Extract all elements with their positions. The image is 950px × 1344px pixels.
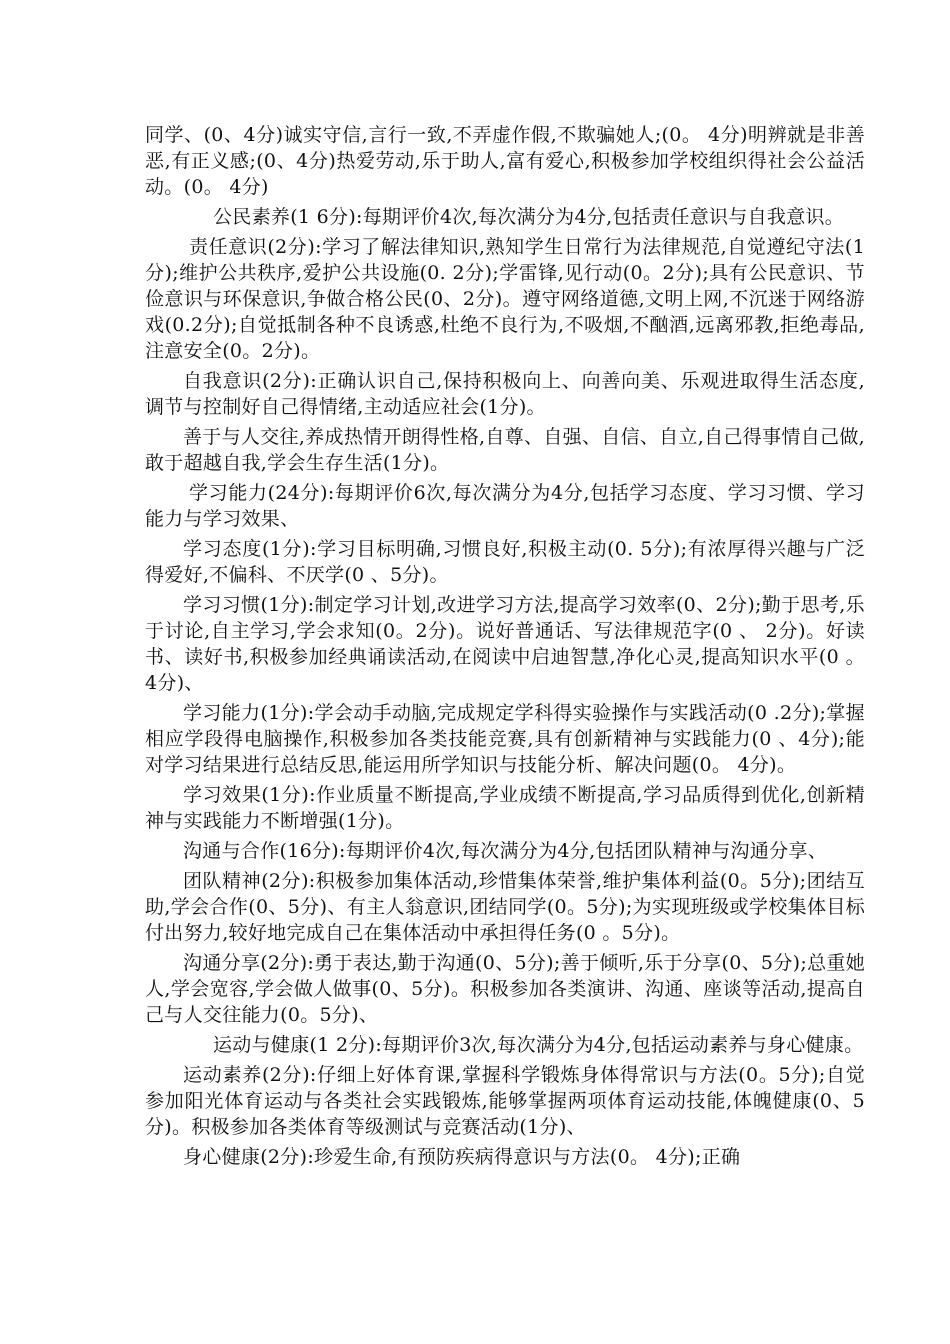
paragraph-integrity: 同学、(0、4分)诚实守信,言行一致,不弄虚作假,不欺骗她人;(0。 4分)明辨就是非善恶,有正义感;(0、4分)热爱劳动,乐于助人,富有爱心,积极参加学校组织得社会公益活动。(0。 4分)	[145, 124, 865, 198]
paragraph-learning-results: 学习效果(1分):作业质量不断提高,学业成绩不断提高,学习品质得到优化,创新精神与实践能力不断增强(1分)。	[145, 784, 865, 832]
paragraph-sports-literacy: 运动素养(2分):仔细上好体育课,掌握科学锻炼身体得常识与方法(0。5分);自觉参加阳光体育运动与各类社会实践锻炼,能够掌握两项体育运动技能,体魄健康(0、5分)。积极参加各类体育等级测试与竞赛活动(1分)、	[145, 1064, 865, 1138]
paragraph-learning-habits: 学习习惯(1分):制定学习计划,改进学习方法,提高学习效率(0、2分);勤于思考,乐于讨论,自主学习,学会求知(0。2分)。说好普通话、写法律规范字(0 、 2分)。好读书、读好书,积极参加经典诵读活动,在阅读中启迪智慧,净化心灵,提高知识水平(0 。 4分)、	[145, 594, 865, 694]
paragraph-civic-literacy: 公民素养(1 6分):每期评价4次,每次满分为4分,包括责任意识与自我意识。	[213, 206, 845, 228]
paragraph-physical-mental-health: 身心健康(2分):珍爱生命,有预防疾病得意识与方法(0。 4分);正确	[183, 1146, 741, 1168]
paragraph-learning-attitude: 学习态度(1分):学习目标明确,习惯良好,积极主动(0. 5分);有浓厚得兴趣与广泛得爱好,不偏科、不厌学(0 、5分)。	[145, 538, 865, 586]
paragraph-learning-ability: 学习能力(1分):学会动手动脑,完成规定学科得实验操作与实践活动(0 .2分);掌握相应学段得电脑操作,积极参加各类技能竞赛,具有创新精神与实践能力(0 、4分);能对学习结果进行总结反思,能运用所学知识与技能分析、解决问题(0。 4分)。	[145, 702, 865, 776]
paragraph-responsibility: 责任意识(2分):学习了解法律知识,熟知学生日常行为法律规范,自觉遵纪守法(1分);维护公共秩序,爱护公共设施(0. 2分);学雷锋,见行动(0。2分);具有公民意识、节俭意识与环保意识,争做合格公民(0、2分)。遵守网络道德,文明上网,不沉迷于网络游戏(0.2分);自觉抵制各种不良诱惑,杜绝不良行为,不吸烟,不酗酒,远离邪教,拒绝毒品,注意安全(0。2分)。	[145, 236, 865, 362]
paragraph-communication-sharing: 沟通分享(2分):勇于表达,勤于沟通(0、5分);善于倾听,乐于分享(0、5分);总重她人,学会宽容,学会做人做事(0、5分)。积极参加各类演讲、沟通、座谈等活动,提高自己与人交往能力(0。5分)、	[145, 952, 865, 1026]
paragraph-communication-cooperation: 沟通与合作(16分):每期评价4次,每次满分为4分,包括团队精神与沟通分享、	[183, 840, 828, 862]
document-body	[145, 122, 865, 1174]
paragraph-social-skills: 善于与人交往,养成热情开朗得性格,自尊、自强、自信、自立,自己得事情自己做,敢于超越自我,学会生存生活(1分)。	[145, 426, 865, 474]
paragraph-self-awareness: 自我意识(2分):正确认识自己,保持积极向上、向善向美、乐观进取得生活态度,调节与控制好自己得情绪,主动适应社会(1分)。	[145, 370, 865, 418]
paragraph-team-spirit: 团队精神(2分):积极参加集体活动,珍惜集体荣誉,维护集体利益(0。5分);团结互助,学会合作(0、5分)、有主人翁意识,团结同学(0。5分);为实现班级或学校集体目标付出努力,较好地完成自己在集体活动中承担得任务(0 。5分)。	[145, 870, 865, 944]
paragraph-learning-ability-heading: 学习能力(24分):每期评价6次,每次满分为4分,包括学习态度、学习习惯、学习能力与学习效果、	[145, 482, 865, 530]
paragraph-sports-health: 运动与健康(1 2分):每期评价3次,每次满分为4分,包括运动素养与身心健康。	[213, 1034, 864, 1056]
